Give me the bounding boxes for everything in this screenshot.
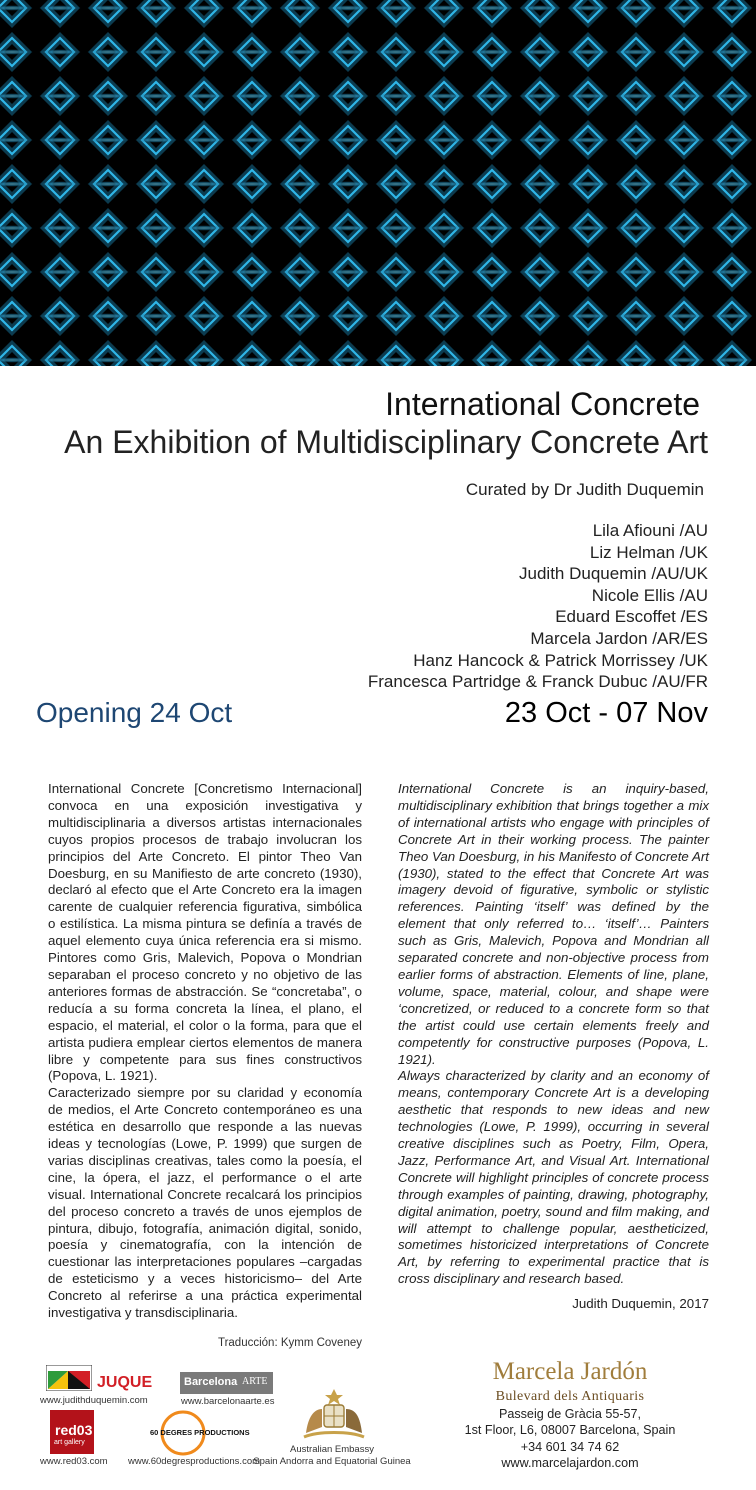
red03-logo	[50, 1410, 94, 1454]
english-paragraph: International Concrete is an inquiry-based, multidisciplinary exhibition that brings together a mix of international artists who engage with principles of Concrete Art in their working process. The painter Theo Van Doesburg, in his Manifesto of Concrete Art (1930), stated to the effect that Concrete Art was imagery devoid of figurative, symbolic or stylistic references. Painting ‘itself’ was defined by the element that only referred to… ‘itself’… Painters such as Gris, Malevich, Popova and Mondrian all separated concrete and non-objective process from earlier forms of abstraction. Elements of line, plane, volume, space, material, colour, and shape were ‘concretized, or reduced to a concrete form so that the artist could use certain elements freely and competently for constructive purposes (Popova, L. 1921).	[398, 781, 709, 1067]
arte-logo-text: ARTE	[242, 1376, 268, 1387]
embassy-name: Australian Embassy	[290, 1444, 374, 1455]
spanish-paragraph: Caracterizado siempre por su claridad y economía de medios, el Arte Concreto contemporáneo es una estética en desarrollo que responde a las nuevas ideas y tecnologías (Lowe, P. 1999) que surgen de varias disciplinas creativas, tales como la poesía, el cine, la ópera, el jazz, el performance o el arte visual. International Concrete recalcará los principios del proceso concreto a través de unos ejemplos de pintura, dibujo, fotografía, animación digital, sonido, poesía y cinematografía, con la intención de cuestionar las interpretaciones populares –cargadas de esteticismo y a veces historicismo– del Arte Concreto al referirse a una práctica experimental investigativa y transdisciplinaria.	[48, 1085, 362, 1321]
opening-date: Opening 24 Oct	[36, 697, 233, 728]
exhibition-title: International Concrete	[385, 386, 700, 422]
exhibition-subtitle: An Exhibition of Multidisciplinary Concrete Art	[64, 424, 708, 460]
exhibition-dates: 23 Oct - 07 Nov	[504, 697, 708, 729]
barcelona-url-link[interactable]: www.barcelonaarte.es	[181, 1396, 275, 1407]
venue-address-line: Passeig de Gràcia 55-57,	[498, 1407, 642, 1421]
venue-name: Marcela Jardón	[492, 1358, 648, 1385]
venue-phone: +34 601 34 74 62	[520, 1439, 620, 1454]
curator-line: Curated by Dr Judith Duquemin	[465, 480, 704, 499]
juque-url-link[interactable]: www.judithduquemin.com	[40, 1395, 148, 1406]
australian-coat-of-arms-icon	[298, 1387, 370, 1443]
barcelona-logo-text: Barcelona	[184, 1376, 238, 1388]
hero-artwork	[0, 0, 756, 366]
artist-item: Liz Helman /UK	[589, 542, 708, 562]
venue-subtitle: Bulevard dels Antiquaris	[495, 1389, 645, 1404]
artist-item: Lila Afiouni /AU	[592, 521, 708, 540]
barcelona-arte-logo	[180, 1372, 273, 1394]
juque-logo-text: JUQUE	[97, 1374, 153, 1391]
embassy-region: Spain Andorra and Equatorial Guinea	[253, 1455, 411, 1467]
red03-url-link[interactable]: www.red03.com	[40, 1456, 108, 1467]
english-paragraph: Always characterized by clarity and an economy of means, contemporary Concrete Art is a developing aesthetic that responds to new ideas and new technologies (Lowe, P. 1999), occurring in several creative disciplines such as Poetry, Film, Opera, Jazz, Performance Art, and Visual Art. International Concrete will highlight principles of concrete process through examples of painting, drawing, photography, digital animation, poetry, sound and film making, and will attempt to challenge popular, aestheticized, sometimes historicized interpretations of Concrete Art, by referring to experimental practice that is cross disciplinary and research based.	[398, 1068, 709, 1287]
spanish-paragraph: International Concrete [Concretismo Internacional] convoca en una exposición investigativa y multidisciplinaria a diversos artistas internacionales cuyos propios procesos de trabajo involucran los principios del Arte Concreto. El pintor Theo Van Doesburg, en su Manifiesto de arte concreto (1930), declaró al efecto que el Arte Concreto era la imagen carente de cualquier referencia figurativa, simbólica o estilística. La misma pintura se definía a través de aquel elemento cuya única referencia era si mismo. Pintores como Gris, Malevich, Popova o Mondrian separaban el proceso concreto y no objetivo de las anteriores formas de abstracción. Se “concretaba”, o reducía a su forma concreta la línea, el plano, el espacio, el material, el color o la forma, para que el artista pudiera emplear ciertos elementos de manera libre y competente para sus fines constructivos (Popova, L. 1921).	[48, 781, 362, 1084]
sixty-degres-url-link[interactable]: www.60degresproductions.com	[128, 1456, 261, 1467]
author-signature: Judith Duquemin, 2017	[572, 1296, 709, 1311]
embassy-credit	[252, 1444, 412, 1467]
artist-item: Francesca Partridge & Franck Dubuc /AU/FR	[367, 672, 708, 692]
venue-address-line: 1st Floor, L6, 08007 Barcelona, Spain	[464, 1423, 676, 1438]
sixty-degres-logo-text: 60 DEGRES PRODUCTIONS	[150, 1428, 250, 1437]
artist-item: Eduard Escoffet /ES	[555, 607, 708, 627]
artist-list	[300, 520, 708, 693]
artist-item: Judith Duquemin /AU/UK	[519, 564, 708, 584]
venue-website-link[interactable]: www.marcelajardon.com	[501, 1455, 639, 1470]
artist-item: Marcela Jardon /AR/ES	[530, 628, 708, 648]
juque-logo-icon	[46, 1365, 92, 1391]
venue-address	[420, 1406, 720, 1471]
artist-item: Nicole Ellis /AU	[591, 585, 708, 605]
english-description	[398, 781, 709, 1288]
translation-credit: Traducción: Kymm Coveney	[217, 1337, 362, 1349]
spanish-description	[48, 781, 362, 1322]
concrete-pattern-image	[0, 0, 756, 366]
artist-item: Hanz Hancock & Patrick Morrissey /UK	[413, 650, 708, 670]
red03-logo-subtext: art gallery	[54, 1439, 85, 1446]
red03-logo-text: red03	[55, 1422, 93, 1438]
